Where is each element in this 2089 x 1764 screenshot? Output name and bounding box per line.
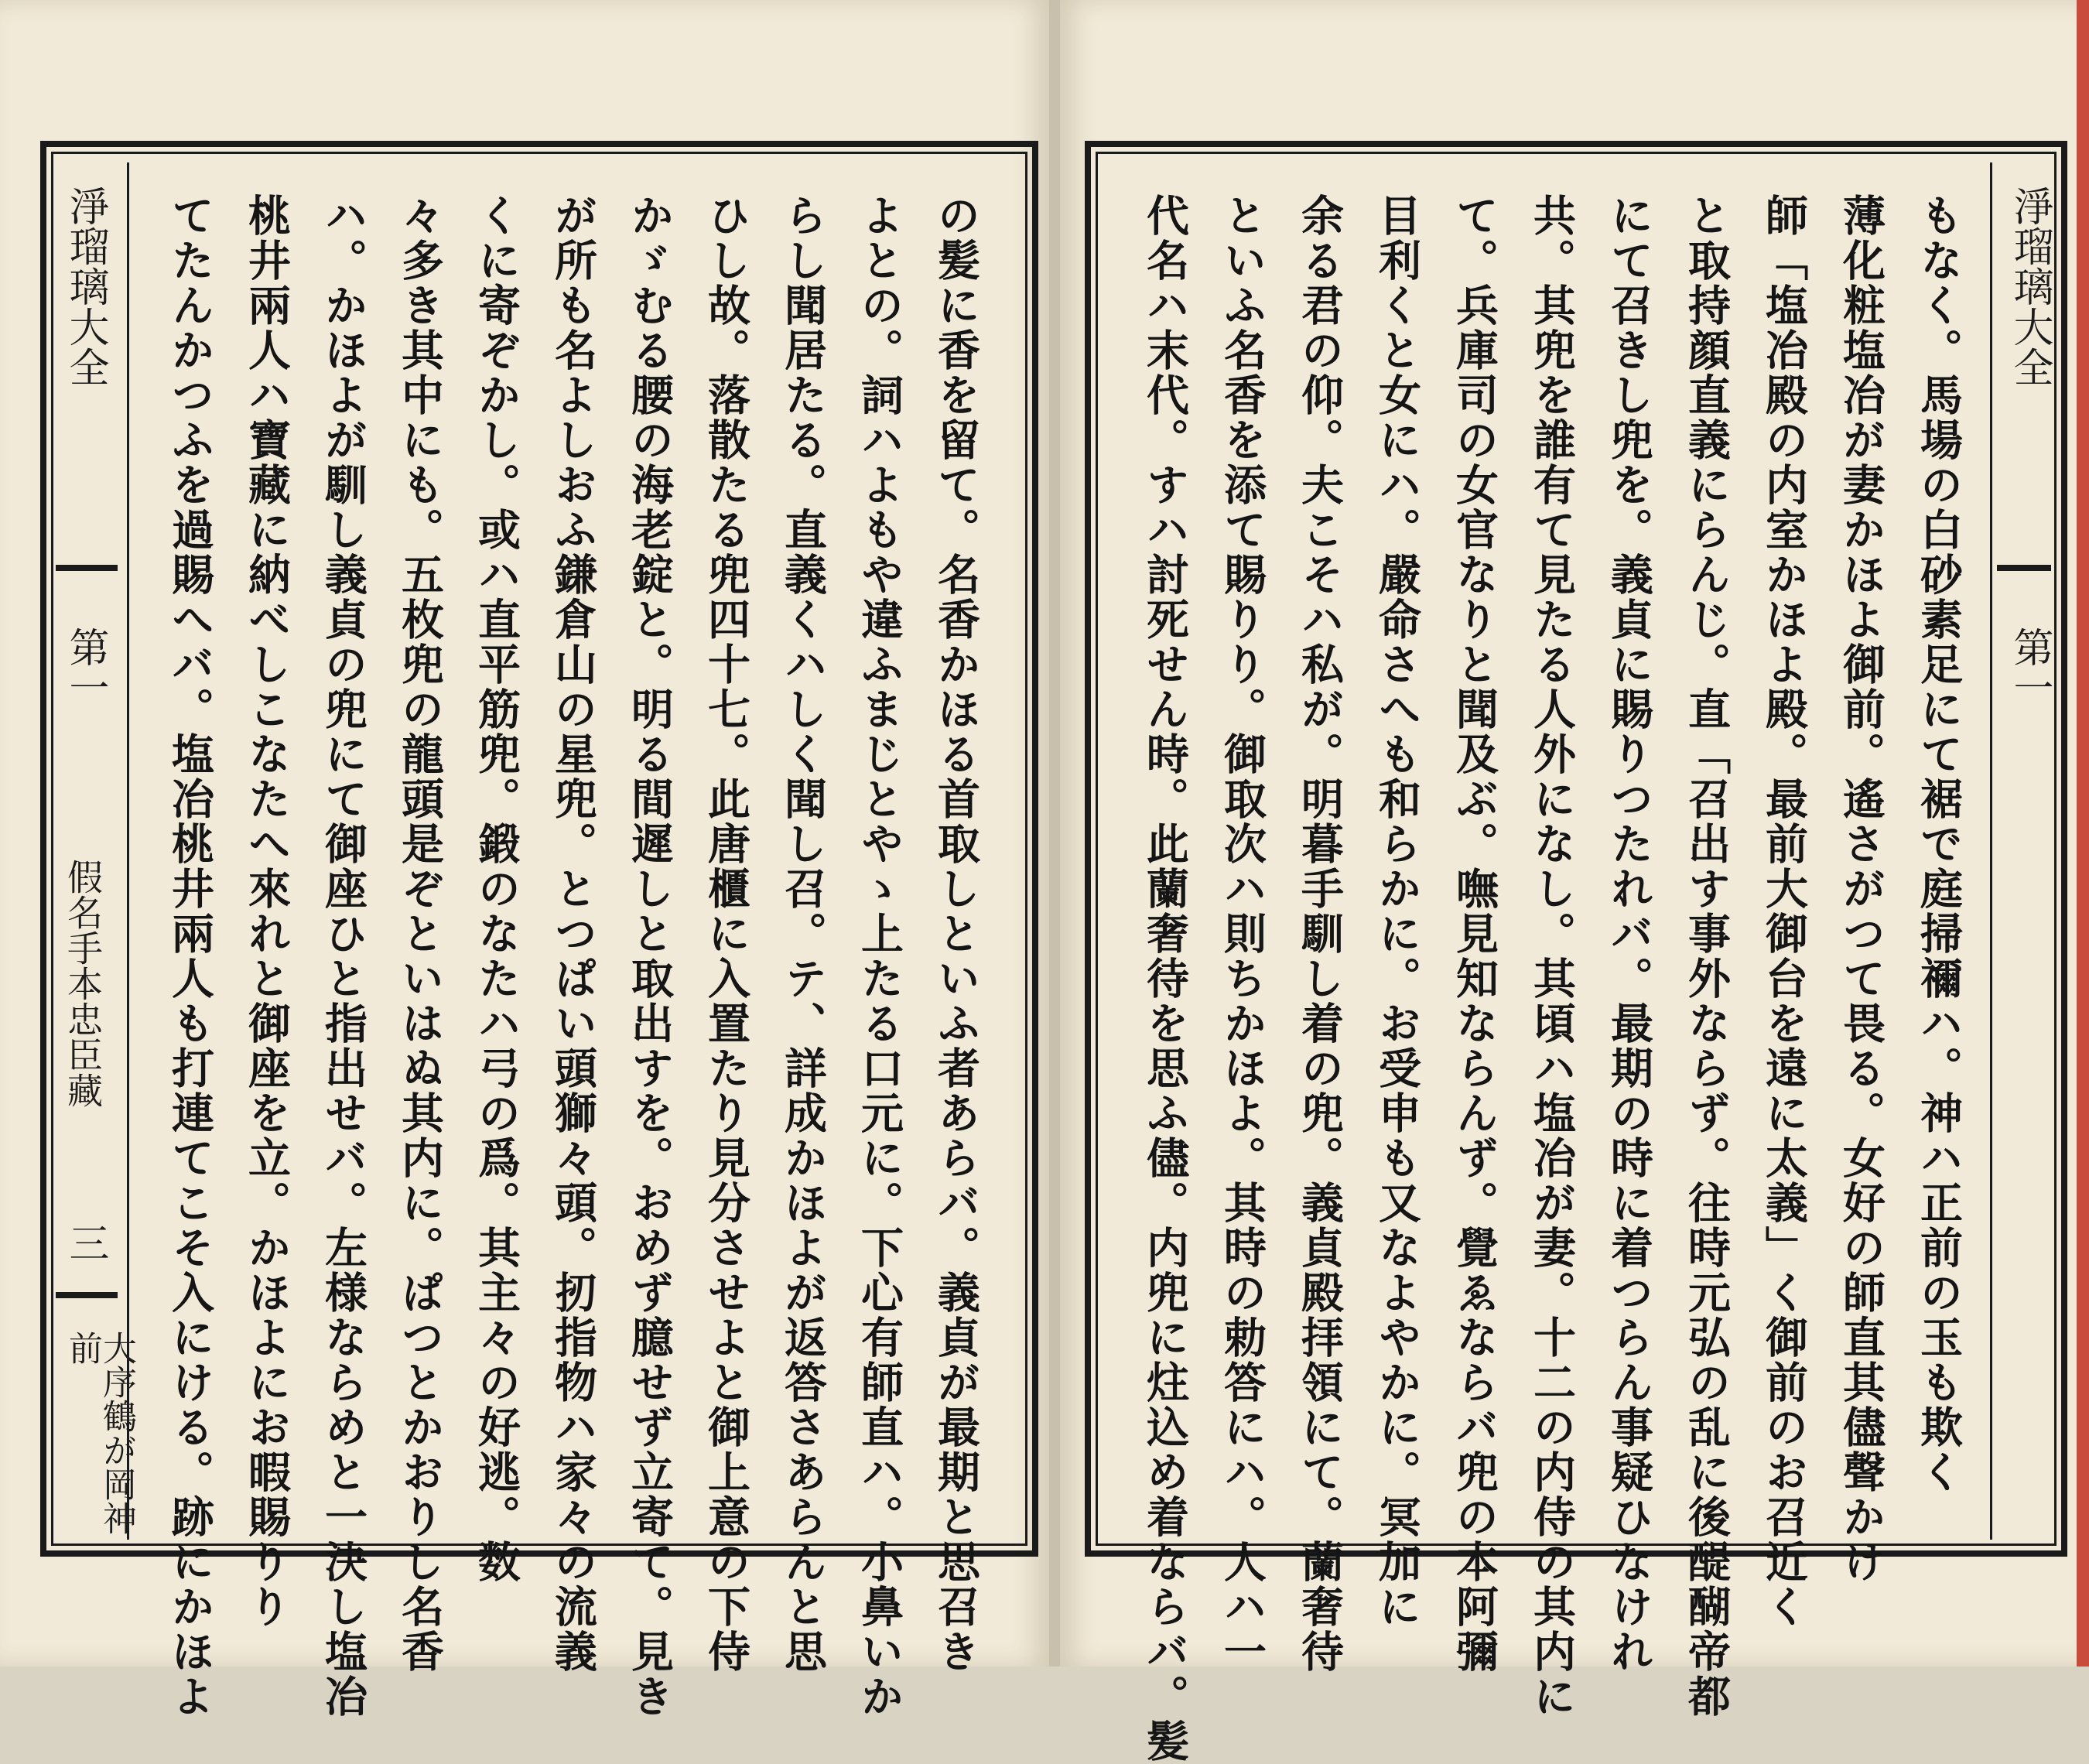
text-column: ハ。かほよが馴し義貞の兜にて御座ひと指出せバ。左様ならめと一決し塩冶 [318, 193, 368, 1719]
text-column: 桃井兩人ハ寶藏に納べしこなたへ來れと御座を立。かほよにお暇賜りり [241, 193, 292, 1629]
text-column: が所も名よしおふ鎌倉山の星兜。とつぱい頭獅々頭。扨指物ハ家々の流義 [548, 193, 598, 1674]
text-column: 目利くと女にハ。嚴命さへも和らかに。お受申も又なよやかに。冥加に [1372, 193, 1422, 1629]
text-column: 共。其兜を誰有て見たる人外になし。其頃ハ塩冶が妻。十二の内侍の其内に [1527, 193, 1577, 1719]
text-column: 代名ハ末代。すハ討死せん時。此蘭奢待を思ふ儘。内兜に炷込め着ならバ。髪 [1140, 193, 1190, 1764]
text-column: ひし故。落散たる兜四十七。此唐櫃に入置たり見分させよと御上意の下侍 [701, 193, 751, 1674]
running-head-left [50, 162, 136, 1540]
work-title: 假名手本忠臣藏 [62, 859, 104, 1108]
scene-title: 大序鶴が岡神前 [63, 1331, 136, 1535]
chapter-label: 第一 [62, 627, 108, 707]
text-column: よとの。詞ハよもや違ふまじとやゝ上たる口元に。下心有師直ハ。小鼻いか [854, 193, 904, 1719]
text-column: 余る君の仰。夫こそハ私が。明暮手馴し着の兜。義貞殿拝領にて。蘭奢待 [1294, 193, 1345, 1674]
text-column: にて召きし兜を。義貞に賜りつたれバ。最期の時に着つらん事疑ひなけれ [1604, 193, 1654, 1674]
text-column: といふ名香を添て賜りり。御取次ハ則ちかほよ。其時の勅答にハ。人ハ一 [1217, 193, 1267, 1674]
chapter-label-right: 第一 [2006, 627, 2053, 707]
book-gutter [1049, 0, 1060, 1667]
page-number: 三 [62, 1222, 108, 1263]
text-column: てたんかつふを過賜へバ。塩冶桃井兩人も打連てこそ入にける。跡にかほよ [165, 193, 215, 1719]
text-column: 師「塩冶殿の内室かほよ殿。最前大御台を遠に太義」く御前のお召近く [1759, 193, 1809, 1629]
text-column: て。兵庫司の女官なりと聞及ぶ。嘸見知ならんず。覺ゑならバ兜の本阿彌 [1449, 193, 1499, 1674]
running-title: 淨瑠璃大全 [62, 186, 108, 387]
text-column: くに寄ぞかし。或ハ直平筋兜。鍛のなたハ弓の爲。其主々の好逃。数 [471, 193, 521, 1585]
text-column: かゞむる腰の海老錠と。明る間遲しと取出すを。おめず臆せず立寄て。見き [624, 193, 675, 1719]
text-column: もなく。馬場の白砂素足にて裾で庭掃禰ハ。神ハ正前の玉も欺く [1913, 193, 1964, 1495]
text-column: 々多き其中にも。五枚兜の龍頭是ぞといはぬ其内に。ぱつとかおりし名香 [395, 193, 445, 1674]
rule-bar [56, 565, 118, 571]
text-column: と取持顔直義にらんじ。直「召出す事外ならず。往時元弘の乱に後醍醐帝都 [1681, 193, 1732, 1719]
red-page-edge [2077, 0, 2089, 1667]
running-head-right [1990, 162, 2062, 1540]
text-column: の髪に香を留て。名香かほる首取しといふ者あらバ。義貞が最期と思召き [931, 193, 981, 1674]
text-column: らし聞居たる。直義くハしく聞し召。テ、詳成かほよが返答さあらんと思 [778, 193, 828, 1674]
rule-bar [1997, 565, 2051, 571]
text-column: 薄化粧塩冶が妻かほよ御前。遙さがつて畏る。女好の師直其儘聲かけ [1836, 193, 1886, 1585]
rule-bar [56, 1292, 118, 1298]
running-title-right: 淨瑠璃大全 [2006, 186, 2053, 387]
